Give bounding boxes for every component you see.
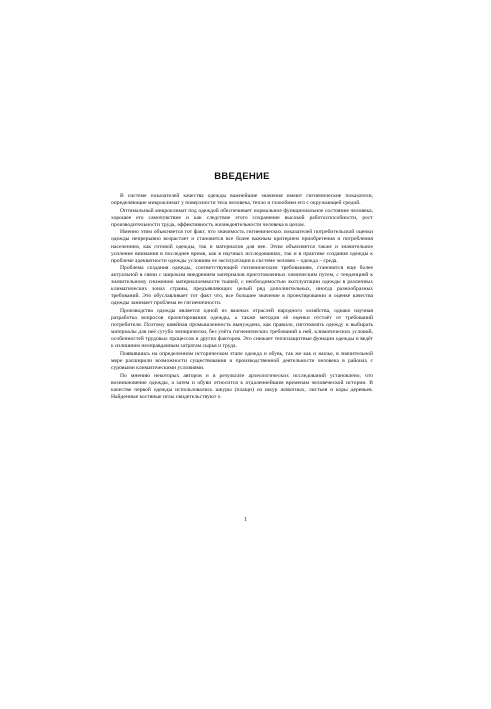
paragraph: Появившись на определенном историческом этапе одежда и обувь, так же как и жилье, в значительной мере расширили возможности существования и производственной деятельности человека в районах с суровыми климатическими условиями. [111, 351, 373, 372]
page-content [111, 171, 373, 402]
paragraph: По мнению некоторых авторов и в результате археологических исследований установлено, что возникновение одежды, а затем и обуви относится к отдаленнейшим временам человеческой истории. В качестве первой одежды использовались шкуры (плащи) из шкур животных, листьев и коры деревьев. Найденные костяные иглы свидетельствуют о [111, 372, 373, 400]
paragraph: Проблема создания одежды, соответствующей гигиеническим требованиям, становится еще более актуальной в связи с широким внедрением материалов приготовленных химическим путем, с тенденцией к значительному снижению материалоемкости тканей, с необходимостью эксплуатации одежды в различных климатических зонах страны, предъявляющих целый ряд дополнительных, иногда разнообразных требований. Это обуславливает тот факт что, все большее значение в проектировании и оценке качества одежды занимает проблема ее гигиеничности. [111, 265, 373, 307]
page-number: 1 [244, 517, 247, 523]
paragraph: Оптимальный микроклимат под одеждой обеспечивает нормальное функциональное состояние человека, хорошее его самочувствие и как следствие этого сохранение высокой работоспособности, рост производительности труда, эффективность жизнедеятельности человека в целом. [111, 207, 373, 228]
paragraph: В системе показателей качества одежды важнейшие значения имеют гигиенические показатели, определяющие микроклимат у поверхности тела человека, тепло и газообмен его с окружающей средой. [111, 193, 373, 207]
paragraph: Именно этим объясняется тот факт, что значимость гигиенических показателей потребительской оценки одежды непрерывно возрастает и становится все более важным критерием приобретения и потребления населением, как готовой одежды, так и материалов для нее. Этим объясняется также и значительное усиление внимания в последнее время, как в научных исследованиях, так и в практике создания одежды к проблеме адекватности одежды условиям ее эксплуатации в системе человек – одежда – среда. [111, 229, 373, 264]
paragraph: Производство одежды является одной из важных отраслей народного хозяйства, однако научная разработка вопросов проектирования одежды, а также методов её оценки отстаёт от требований потребителя. Поэтому швейная промышленность вынуждена, как правило, изготовлять одежду и выбирать материалы для неё сугубо эмпирически, без учёта гигиенических требований к ней, климатических условий, особенностей трудовых процессов и других факторов. Это снижает теплозащитные функции одежды и ведёт к излишним неоправданным затратам сырья и труда. [111, 308, 373, 350]
section-title: ВВЕДЕНИЕ [214, 171, 270, 182]
